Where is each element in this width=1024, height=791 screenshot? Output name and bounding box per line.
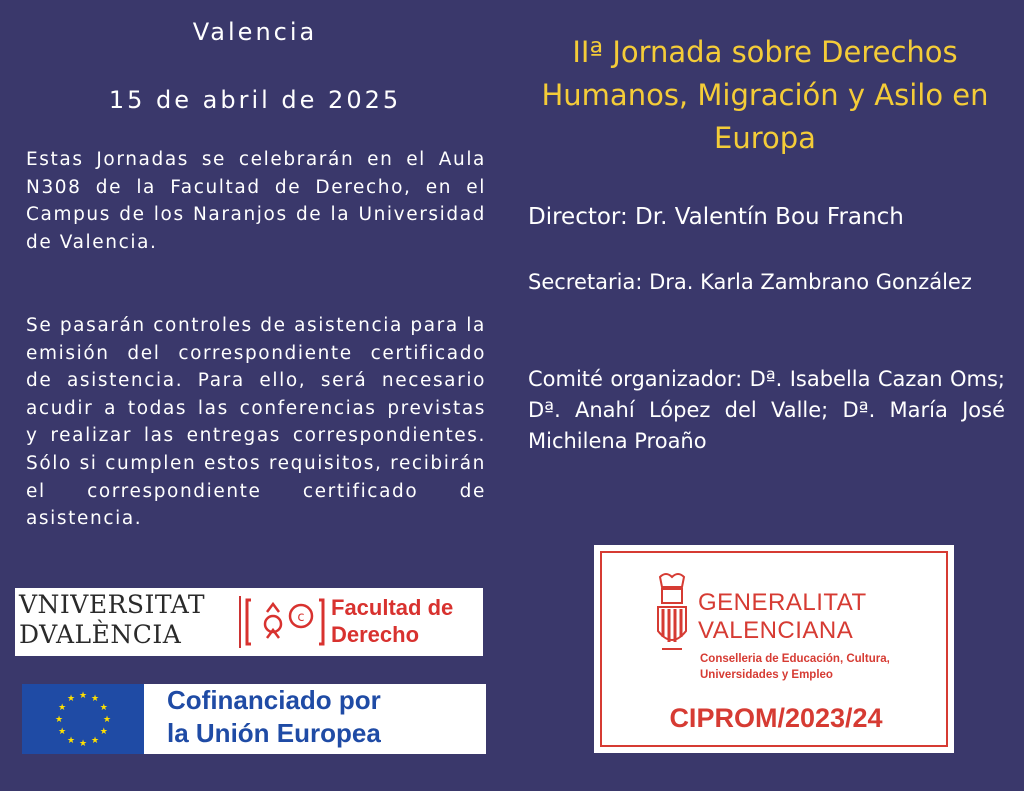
event-title: IIª Jornada sobre Derechos Humanos, Migración y Asilo en Europa — [541, 35, 989, 155]
secretaria-line: Secretaria: Dra. Karla Zambrano González — [528, 270, 972, 294]
committee-line: Comité organizador: Dª. Isabella Cazan Oms; Dª. Anahí López del Valle; Dª. María José Michilena Proaño — [528, 367, 1005, 453]
eu-line-2: la Unión Europea — [167, 718, 381, 748]
eu-cofunding-text — [167, 684, 381, 750]
gv-sub-1: Conselleria de Educación, Cultura, — [700, 653, 890, 665]
eu-star-icon: ★ — [99, 703, 108, 713]
uv-wordmark — [19, 590, 229, 650]
eu-line-1: Cofinanciado por — [167, 685, 381, 715]
eu-star-icon: ★ — [78, 691, 88, 701]
eu-star-icon: ★ — [66, 694, 76, 705]
event-city: Valencia — [192, 18, 318, 46]
eu-star-icon: ★ — [90, 694, 100, 705]
generalitat-name — [698, 589, 867, 645]
eu-star-icon: ★ — [102, 715, 112, 725]
generalitat-logo — [594, 545, 954, 753]
event-date: 15 de abril de 2025 — [108, 86, 402, 114]
uv-divider — [239, 596, 241, 648]
uv-line-2: DVALÈNCIA — [19, 620, 182, 649]
attendance-paragraph: Se pasarán controles de asistencia para la emisión del correspondiente certificado de asistencia. Para ello, será necesario acudir a todas las conferencias previstas y realizar las entregas correspondientes. Sólo si cumplen estos requisitos, recibirán el correspondiente certificado de asistencia. — [26, 315, 486, 530]
gv-sub-2: Universidades y Empleo — [700, 669, 833, 681]
uv-line-1: VNIVERSITAT — [19, 590, 206, 619]
eu-star-icon: ★ — [58, 727, 67, 737]
generalitat-frame — [600, 551, 948, 747]
faculty-line-2: Derecho — [331, 622, 420, 647]
eu-star-icon: ★ — [90, 735, 100, 746]
eu-flag-icon — [22, 684, 144, 754]
conselleria-name — [700, 651, 890, 683]
grant-code: CIPROM/2023/24 — [669, 703, 883, 733]
eu-star-icon: ★ — [54, 715, 64, 725]
director-line: Director: Dr. Valentín Bou Franch — [528, 204, 904, 230]
svg-text:c: c — [297, 610, 305, 625]
faculty-name — [331, 594, 481, 648]
uv-logo — [15, 588, 483, 656]
eu-star-icon: ★ — [58, 703, 67, 713]
faculty-line-1: Facultad de — [331, 595, 454, 620]
eu-star-icon: ★ — [99, 727, 108, 737]
eu-star-icon: ★ — [78, 739, 88, 749]
eu-logo — [22, 684, 486, 754]
faculty-emblem-icon — [245, 594, 325, 650]
gv-line-1: GENERALITAT — [698, 589, 867, 616]
generalitat-emblem-icon — [652, 571, 692, 663]
venue-paragraph: Estas Jornadas se celebrarán en el Aula N308 de la Facultad de Derecho, en el Campus de los Naranjos de la Universidad de Valencia. — [26, 149, 486, 253]
gv-line-2: VALENCIANA — [698, 617, 854, 644]
eu-star-icon: ★ — [66, 735, 76, 746]
